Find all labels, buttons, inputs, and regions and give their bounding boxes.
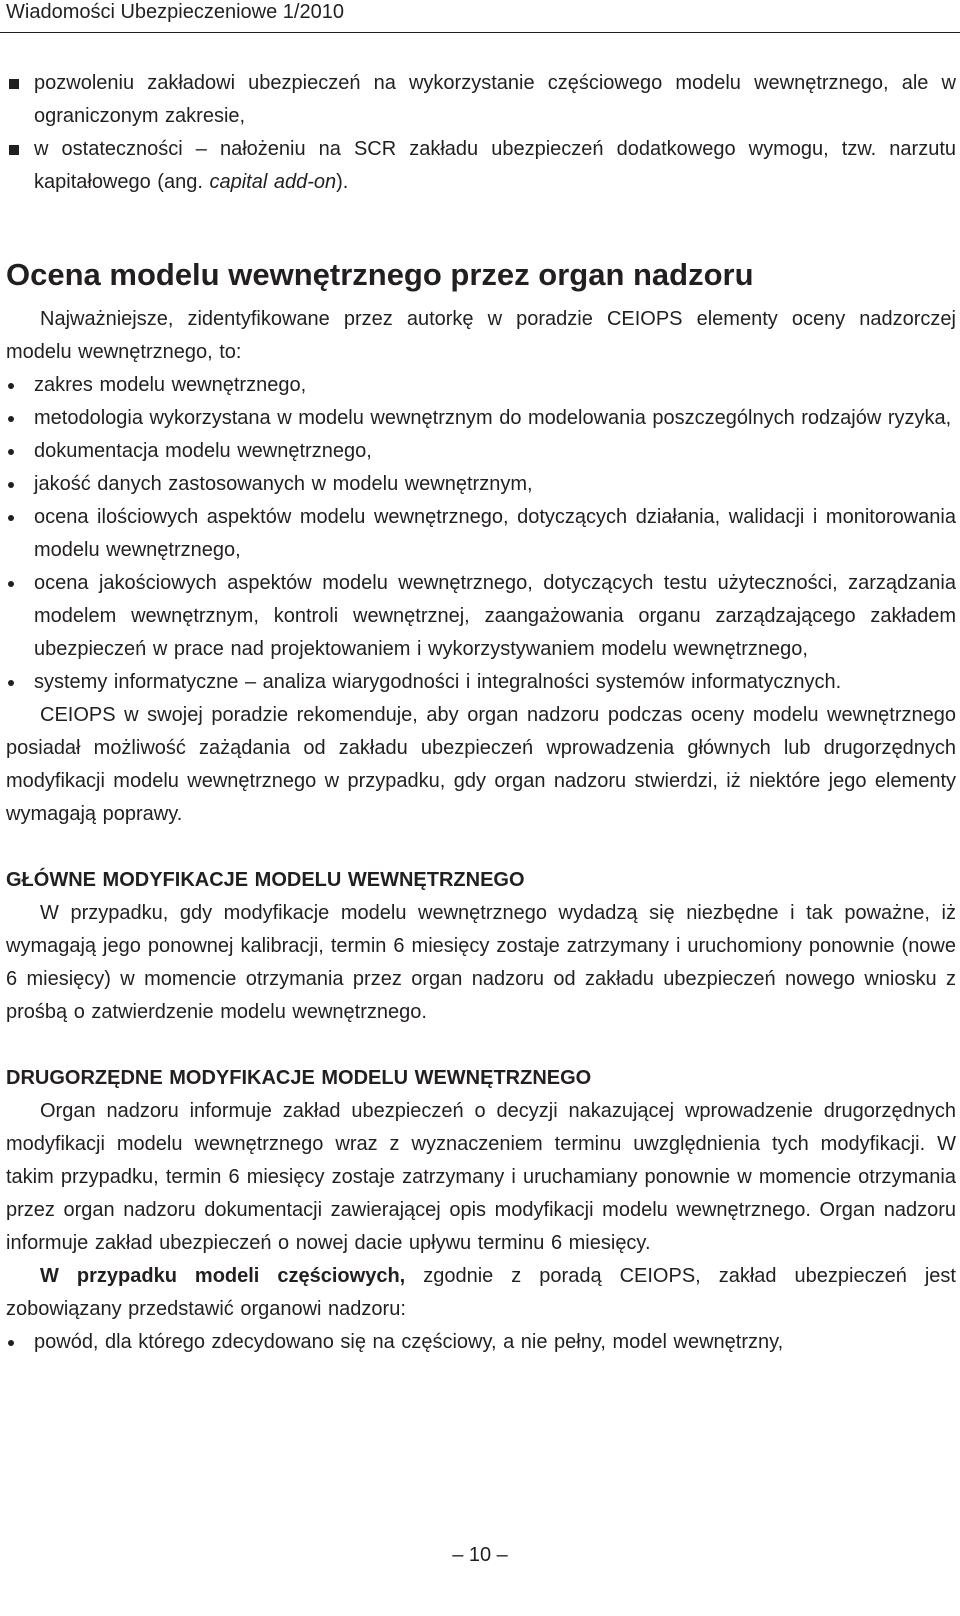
main-content [0, 369, 960, 1359]
list-item-text: dokumentacja modelu wewnętrznego, [34, 440, 372, 462]
intro-paragraph: Najważniejsze, zidentyfikowane przez autorkę w poradzie CEIOPS elementy oceny nadzorczej modelu wewnętrznego, to: [6, 308, 956, 363]
bullet-icon [8, 449, 14, 455]
spacer [0, 831, 960, 864]
list-item [0, 402, 960, 435]
bullet-icon [8, 515, 14, 521]
list-item-text: ocena jakościowych aspektów modelu wewnętrznego, dotyczących testu użyteczności, zarządzania modelem wewnętrznym, kontroli wewnętrznej, zaangażowania organu zarządzającego zakładem ubezpieczeń w prace nad projektowaniem i wykorzystywaniem modelu wewnętrznego, [34, 572, 956, 660]
bullet-icon [8, 482, 14, 488]
list-item-text: jakość danych zastosowanych w modelu wewnętrznym, [34, 473, 533, 495]
list-item-text: pozwoleniu zakładowi ubezpieczeń na wykorzystanie częściowego modelu wewnętrznego, ale w ograniczonym zakresie, [34, 72, 956, 127]
bullet-icon [8, 383, 14, 389]
subsection-heading: GŁÓWNE MODYFIKACJE MODELU WEWNĘTRZNEGO [6, 869, 525, 891]
bullet-icon [8, 416, 14, 422]
subsection-paragraph: Organ nadzoru informuje zakład ubezpieczeń o decyzji nakazującej wprowadzenie drugorzędnych modyfikacji modelu wewnętrznego wraz z wyznaczeniem terminu uwzględnienia tych modyfikacji. W takim przypadku, termin 6 miesięcy zostaje zatrzymany i uruchamiany ponownie w momencie otrzymania przez organ nadzoru dokumentacji zawierającej opis modyfikacji modelu wewnętrznego. Organ nadzoru informuje zakład ubezpieczeń o nowej dacie upływu terminu 6 miesięcy. [6, 1100, 956, 1254]
list-item [0, 501, 960, 567]
italic-term: capital add-on [209, 171, 337, 193]
list-item [0, 67, 960, 133]
bullet-icon [8, 680, 14, 686]
bold-lead: W przypadku modeli częściowych, [40, 1265, 406, 1287]
list-item [0, 1326, 960, 1359]
square-bullet-icon [9, 79, 19, 89]
list-item [0, 369, 960, 402]
list-item [0, 435, 960, 468]
closing-paragraph: CEIOPS w swojej poradzie rekomenduje, aby organ nadzoru podczas oceny modelu wewnętrznego posiadał możliwość zażądania od zakładu ubezpieczeń wprowadzenia głównych lub drugorzędnych modyfikacji modelu wewnętrznego w przypadku, gdy organ nadzoru stwierdzi, iż niektóre jego elementy wymagają poprawy. [6, 704, 956, 825]
list-item-text: systemy informatyczne – analiza wiarygodności i integralności systemów informatycznych. [34, 671, 842, 693]
list-item-text: metodologia wykorzystana w modelu wewnętrznym do modelowania poszczególnych rodzajów ryzyka, [34, 407, 952, 429]
running-header: Wiadomości Ubezpieczeniowe 1/2010 [6, 1, 344, 23]
list-item-text: w ostateczności – nałożeniu na SCR zakładu ubezpieczeń dodatkowego wymogu, tzw. narzutu kapitałowego (ang. [34, 138, 956, 193]
list-item [0, 468, 960, 501]
partial-models-paragraph [0, 1260, 960, 1326]
bullet-icon [8, 581, 14, 587]
list-item [0, 133, 960, 199]
square-bullet-icon [9, 145, 19, 155]
spacer [0, 1029, 960, 1062]
paragraph-text: zgodnie z poradą CEIOPS, zakład ubezpieczeń jest zobowiązany przedstawić organowi nadzoru: [6, 1265, 956, 1320]
subsection-heading: DRUGORZĘDNE MODYFIKACJE MODELU WEWNĘTRZNEGO [6, 1067, 592, 1089]
section-heading: Ocena modelu wewnętrznego przez organ nadzoru [6, 257, 754, 292]
header-rule [0, 32, 960, 33]
subsection-paragraph: W przypadku, gdy modyfikacje modelu wewnętrznego wydadzą się niezbędne i tak poważne, iż wymagają jego ponownej kalibracji, termin 6 miesięcy zostaje zatrzymany i uruchomiony ponownie (nowe 6 miesięcy) w momencie otrzymania przez organ nadzoru od zakładu ubezpieczeń nowego wniosku z prośbą o zatwierdzenie modelu wewnętrznego. [6, 902, 956, 1023]
page-number: – 10 – [452, 1544, 508, 1566]
list-item [0, 666, 960, 699]
list-item-end: ). [336, 171, 349, 193]
list-item-text: ocena ilościowych aspektów modelu wewnętrznego, dotyczących działania, walidacji i monitorowania modelu wewnętrznego, [34, 506, 956, 561]
bullet-icon [8, 1340, 14, 1346]
list-item-text: powód, dla którego zdecydowano się na częściowy, a nie pełny, model wewnętrzny, [34, 1331, 784, 1353]
top-square-list [0, 67, 960, 199]
list-item-text: zakres modelu wewnętrznego, [34, 374, 307, 396]
list-item [0, 567, 960, 666]
